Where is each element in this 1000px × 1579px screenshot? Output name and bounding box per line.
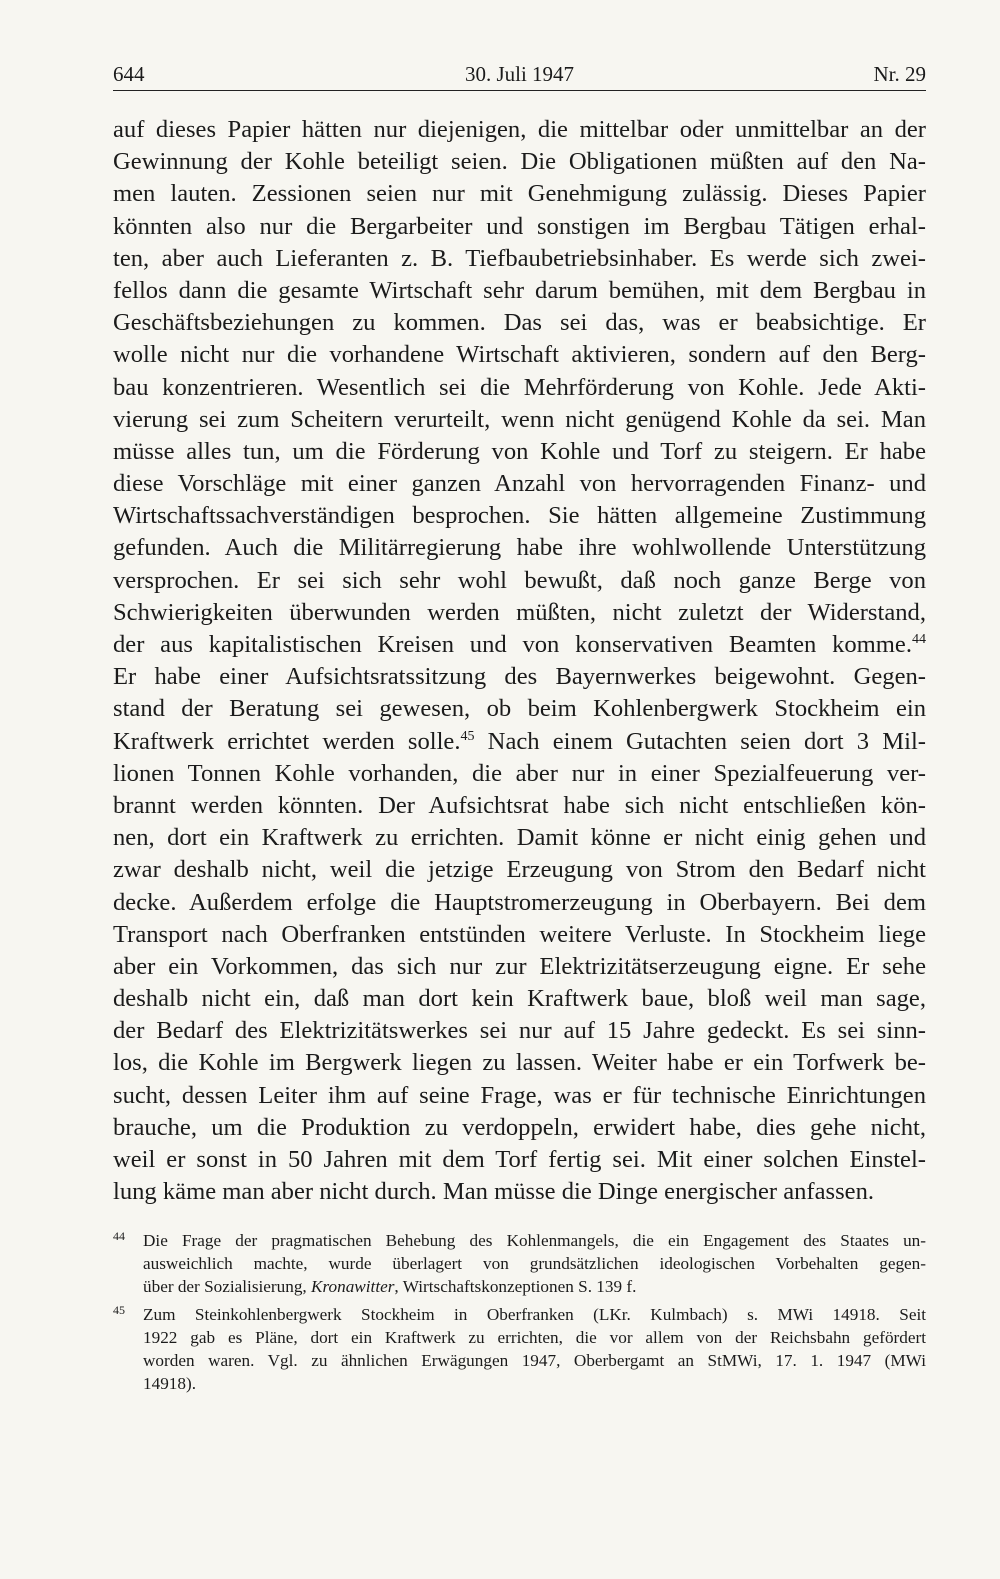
body-line: stand der Beratung sei gewesen, ob beim Kohlenbergwerk Stockheim ein [113,695,926,723]
body-line-text: der aus kapitalistischen Kreisen und von konservativen Beamten komme. [113,631,912,658]
body-line: brauche, um die Produktion zu verdoppeln, erwidert habe, dies gehe nicht, [113,1113,926,1141]
body-line: vierung sei zum Scheitern verurteilt, wenn nicht genügend Kohle da sei. Man [113,405,926,433]
footnote-45 [113,1303,926,1395]
body-line: Er habe einer Aufsichtsratssitzung des Bayernwerkes beigewohnt. Gegen- [113,663,926,691]
body-line: los, die Kohle im Bergwerk liegen zu lassen. Weiter habe er ein Torfwerk be- [113,1049,926,1077]
body-line: versprochen. Er sei sich sehr wohl bewußt, daß noch ganze Berge von [113,566,926,594]
body-line: der Bedarf des Elektrizitätswerkes sei nur auf 15 Jahre gedeckt. Es sei sinn- [113,1017,926,1045]
body-line: müsse alles tun, um die Förderung von Kohle und Torf zu steigern. Er habe [113,437,926,465]
body-line: Gewinnung der Kohle beteiligt seien. Die Obligationen müßten auf den Na- [113,148,926,176]
body-line-with-ref-45 [113,726,926,758]
body-line: deshalb nicht ein, daß man dort kein Kraftwerk baue, bloß weil man sage, [113,985,926,1013]
body-line: gefunden. Auch die Militärregierung habe ihre wohlwollende Unterstützung [113,534,926,562]
footnote-line: Die Frage der pragmatischen Behebung des Kohlenmangels, die ein Engagement des Staates un- [143,1231,926,1250]
footnote-text: , Wirtschaftskonzeptionen S. 139 f. [394,1277,637,1296]
footnote-number: 45 [113,1303,125,1317]
body-line: auf dieses Papier hätten nur diejenigen, die mittelbar oder unmittelbar an der [113,116,926,143]
body-line: wolle nicht nur die vorhandene Wirtschaft aktivieren, sondern auf den Berg- [113,341,926,369]
page-header [113,56,926,91]
body-line: lionen Tonnen Kohle vorhanden, die aber nur in einer Spezialfeuerung ver- [113,759,926,787]
footnote-line [143,1275,926,1298]
footnote-line: 1922 gab es Pläne, dort ein Kraftwerk zu errichten, die vor allem von der Reichsbahn gefördert [143,1328,926,1347]
body-line: brannt werden könnten. Der Aufsichtsrat habe sich nicht entschließen kön- [113,791,926,819]
footnote-ref-44: 44 [912,632,926,647]
header-date: 30. Juli 1947 [464,62,575,86]
body-line: Geschäftsbeziehungen zu kommen. Das sei das, was er beabsichtige. Er [113,309,926,337]
body-line: könnten also nur die Bergarbeiter und sonstigen im Bergbau Tätigen erhal- [113,212,926,240]
body-line-with-ref-44 [113,629,926,661]
issue-number: Nr. 29 [873,62,926,86]
body-line: weil er sonst in 50 Jahren mit dem Torf fertig sei. Mit einer solchen Einstel- [113,1146,926,1173]
body-line: Wirtschaftssachverständigen besprochen. Sie hätten allgemeine Zustimmung [113,502,926,530]
footnotes [113,1229,926,1400]
footnote-line: worden waren. Vgl. zu ähnlichen Erwägungen 1947, Oberbergamt an StMWi, 17. 1. 1947 (MWi [143,1351,926,1370]
footnote-line: Zum Steinkohlenbergwerk Stockheim in Oberfranken (LKr. Kulmbach) s. MWi 14918. Seit [143,1305,926,1324]
page-number: 644 [113,62,145,86]
body-line-text: Kraftwerk errichtet werden solle. [113,727,461,755]
body-line: aber ein Vorkommen, das sich nur zur Elektrizitätserzeugung eigne. Er sehe [113,952,926,980]
footnote-text: über der Sozialisierung, [143,1277,312,1296]
footnote-line: ausweichlich machte, wurde überlagert von grundsätzlichen ideologischen Vorbehalten gegen- [143,1254,926,1273]
footnote-line: 14918). [143,1374,196,1393]
body-line: decke. Außerdem erfolge die Hauptstromerzeugung in Oberbayern. Bei dem [113,888,926,916]
footnote-ref-45: 45 [460,728,475,744]
footnote-44 [113,1229,926,1298]
body-line: ten, aber auch Lieferanten z. B. Tiefbaubetriebsinhaber. Es werde sich zwei- [113,244,926,272]
body-text [113,114,926,1208]
body-line: zwar deshalb nicht, weil die jetzige Erzeugung von Strom den Bedarf nicht [113,856,926,884]
footnote-number: 44 [113,1229,125,1243]
footnote-author: Kronawitter [311,1277,395,1296]
body-line: Transport nach Oberfranken entstünden weitere Verluste. In Stockheim liege [113,920,926,948]
body-line: sucht, dessen Leiter ihm auf seine Frage, was er für technische Einrichtungen [113,1081,926,1109]
body-line: Schwierigkeiten überwunden werden müßten, nicht zuletzt der Widerstand, [113,598,926,626]
body-line: men lauten. Zessionen seien nur mit Genehmigung zulässig. Dieses Papier [113,180,926,208]
body-line: fellos dann die gesamte Wirtschaft sehr darum bemühen, mit dem Bergbau in [113,276,926,304]
body-line: bau konzentrieren. Wesentlich sei die Mehrförderung von Kohle. Jede Akti- [113,373,926,401]
body-line: nen, dort ein Kraftwerk zu errichten. Damit könne er nicht einig gehen und [113,824,926,852]
body-line: diese Vorschläge mit einer ganzen Anzahl von hervorragenden Finanz- und [113,470,926,498]
body-line-text: Nach einem Gutachten seien dort 3 Mil- [474,727,926,755]
body-line: lung käme man aber nicht durch. Man müsse die Dinge energischer anfassen. [113,1178,875,1206]
